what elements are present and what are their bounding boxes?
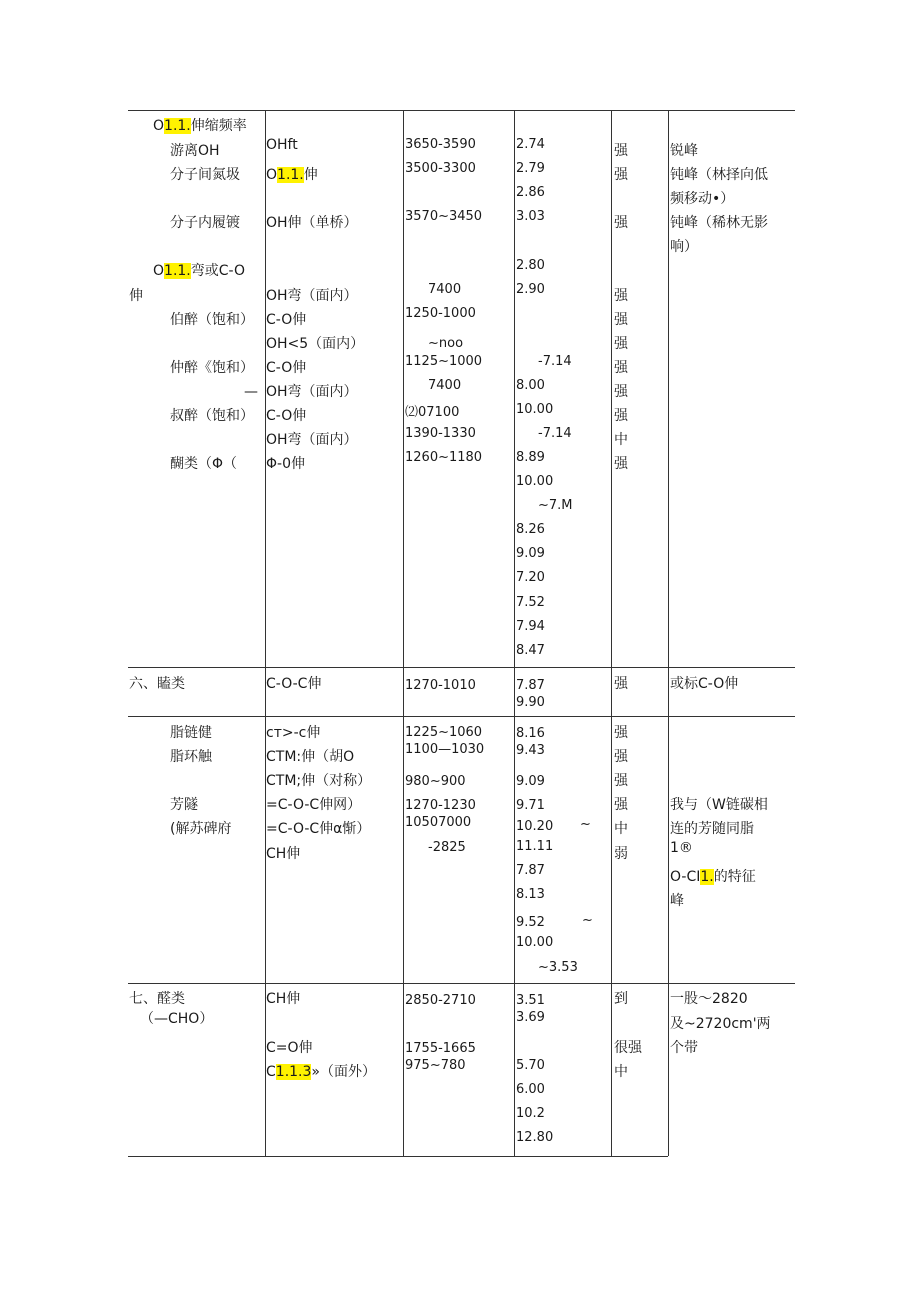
row-divider [128,716,795,717]
frequency-cell: 980~900 [405,774,466,789]
wavelength-cell: 10.00 [516,474,554,489]
vibration-cell: CH伸 [266,846,301,862]
remark-cell: 频移动•） [670,191,735,207]
remark-cell: 我与（W链碳相 [670,797,768,813]
intensity-cell: 弱 [614,846,628,862]
wavelength-cell: 10.00 [516,402,554,417]
wavelength-cell: 9.43 [516,743,545,758]
vibration-cell: OH伸（单桥） [266,215,358,231]
frequency-cell: ⑵07100 [405,405,460,420]
vibration-cell: C-O伸 [266,408,307,424]
vibration-cell [266,1063,376,1081]
wavelength-cell: 3.03 [516,209,545,224]
remark-cell: 钝峰（林择向低 [670,167,768,183]
remark-cell: 响） [670,239,698,255]
wavelength-cell: 7.87 [516,863,545,878]
tilde-mark: ~ [582,913,593,928]
intensity-cell: 强 [614,749,628,765]
wavelength-cell: 3.69 [516,1010,545,1025]
text: O [266,167,278,183]
frequency-cell: 3500-3300 [405,161,476,176]
frequency-cell: 1125~1000 [405,354,483,369]
vibration-cell: C-O-C伸 [266,676,322,692]
text: O-CI [670,869,701,885]
vibration-cell: CH伸 [266,991,301,1007]
wavelength-cell: 9.71 [516,798,545,813]
vibration-cell [266,166,318,184]
wavelength-cell: 8.47 [516,643,545,658]
column-divider [668,110,669,1156]
highlight: 1.1.3 [275,1064,312,1080]
frequency-cell: 7400 [428,378,462,393]
tilde-mark: ~ [580,817,591,832]
column-divider [403,110,404,1156]
wavelength-cell: 8.89 [516,450,545,465]
frequency-cell: -2825 [428,840,466,855]
highlight: 1.1. [277,167,304,183]
text: 伸 [303,167,318,183]
text: »（面外） [311,1064,376,1080]
intensity-cell: 强 [614,143,628,159]
highlight: 1.1. [164,118,191,134]
tertiary-alcohol-label: 叔醉（饱和） [170,408,254,424]
intermolecular-hbond-label: 分子间氮圾 [170,167,240,183]
wavelength-cell: 7.20 [516,570,545,585]
wavelength-cell: ~7.M [538,498,573,513]
wavelength-cell: 5.70 [516,1058,545,1073]
wavelength-cell: 10.2 [516,1106,545,1121]
frequency-cell: 1755-1665 [405,1041,476,1056]
wavelength-cell: 8.13 [516,887,545,902]
wavelength-cell: 10.20 [516,819,554,834]
frequency-cell: 1260~1180 [405,450,483,465]
intensity-cell: 强 [614,408,628,424]
text: 的特征 [713,869,756,885]
wavelength-cell: 2.74 [516,137,545,152]
vibration-cell: cт>-c伸 [266,725,321,741]
oh-stretch-frequency-heading [153,117,247,135]
intensity-cell: 强 [614,336,628,352]
row-divider [128,667,795,668]
vibration-cell: C=O伸 [266,1040,313,1056]
vibration-cell: OH<5（面内） [266,336,365,352]
vibration-cell: =C-O-C伸α惭） [266,821,371,837]
secondary-alcohol-label: 仲醉《饱和） [170,360,254,376]
frequency-cell: 1100—1030 [405,742,485,757]
intensity-cell: 很强 [614,1040,642,1056]
wavelength-cell: 8.16 [516,726,545,741]
vibration-cell: =C-O-C伸网） [266,797,362,813]
intensity-cell: 强 [614,167,628,183]
aromatic-ether-label: 芳隧 [170,797,198,813]
aliphatic-ether-label: 脂链健 [170,725,212,741]
wavelength-cell: ~3.53 [538,960,578,975]
text: 伸缩频率 [190,118,247,134]
frequency-cell: 2850-2710 [405,993,476,1008]
intensity-cell: 到 [614,991,628,1007]
intensity-cell: 强 [614,456,628,472]
text: 弯或C-O [190,263,245,279]
wavelength-cell: 7.94 [516,619,545,634]
wavelength-cell: -7.14 [538,354,572,369]
table-bottom-rule [128,1156,668,1157]
frequency-cell: 1270-1010 [405,678,476,693]
table-top-rule [128,110,795,111]
column-divider [611,110,612,1156]
wavelength-cell: 7.52 [516,595,545,610]
vibration-cell: OH弯（面内） [266,432,358,448]
intensity-cell: 强 [614,725,628,741]
aldehyde-section-label: 七、醛类 [129,991,185,1007]
wavelength-cell: 8.26 [516,522,545,537]
free-oh-label: 游离OH [170,143,220,159]
wavelength-cell: 9.09 [516,546,545,561]
wavelength-cell: 12.80 [516,1130,554,1145]
remark-cell: 或标C-O伸 [670,676,739,692]
wavelength-cell: 9.90 [516,695,545,710]
intensity-cell: 强 [614,773,628,789]
wavelength-cell: 6.00 [516,1082,545,1097]
intensity-cell: 强 [614,215,628,231]
intensity-cell: 中 [614,821,628,837]
intensity-cell: 强 [614,384,628,400]
wavelength-cell: 2.90 [516,282,545,297]
frequency-cell: 3570~3450 [405,209,483,224]
vibration-cell: CTM;伸（对称） [266,773,372,789]
aromatic-ether-sublabel: (解苏碑府 [170,821,232,837]
frequency-cell: 7400 [428,282,462,297]
wavelength-cell: 2.80 [516,258,545,273]
text: O [153,118,165,134]
remark-cell: 锐峰 [670,143,698,159]
aldehyde-section-sublabel: （—CHO） [140,1011,214,1027]
phenol-label: 醐类（Φ（ [170,456,238,472]
intramolecular-hbond-label: 分子内履镀 [170,215,240,231]
intensity-cell: 中 [614,432,628,448]
cyclic-ether-label: 脂环触 [170,749,212,765]
wavelength-cell: 2.79 [516,161,545,176]
wavelength-cell: 3.51 [516,993,545,1008]
ether-section-label: 六、瞌类 [129,676,185,692]
text: O [153,263,165,279]
highlight: 1. [700,869,714,885]
wavelength-cell: -7.14 [538,426,572,441]
stretch-label: 伸 [129,288,143,304]
vibration-cell: OHft [266,137,298,153]
highlight: 1.1. [164,263,191,279]
wavelength-cell: 9.52 [516,915,545,930]
column-divider [514,110,515,1156]
vibration-cell: Φ-0伸 [266,456,305,472]
intensity-cell: 强 [614,312,628,328]
dash-mark: — [244,384,258,400]
remark-cell: 钝峰（稀林无影 [670,215,768,231]
vibration-cell: OH弯（面内） [266,384,358,400]
oh-bend-heading [153,262,245,280]
remark-cell: 连的芳随同脂 [670,821,754,837]
remark-cell: 1® [670,840,693,856]
wavelength-cell: 11.11 [516,839,554,854]
wavelength-cell: 10.00 [516,935,554,950]
remark-cell: 及~2720cm'两 [670,1016,771,1032]
frequency-cell: 1270-1230 [405,798,476,813]
wavelength-cell: 2.86 [516,185,545,200]
intensity-cell: 强 [614,360,628,376]
remark-cell: 一股〜2820 [670,991,748,1007]
vibration-cell: CTM:伸（胡O [266,749,355,765]
frequency-cell: 10507000 [405,815,472,830]
vibration-cell: C-O伸 [266,360,307,376]
wavelength-cell: 8.00 [516,378,545,393]
frequency-cell: 3650-3590 [405,137,476,152]
text: C [266,1064,276,1080]
frequency-cell: 1250-1000 [405,306,476,321]
wavelength-cell: 7.87 [516,678,545,693]
intensity-cell: 强 [614,676,628,692]
wavelength-cell: 9.09 [516,774,545,789]
intensity-cell: 强 [614,797,628,813]
frequency-cell: ~noo [428,336,464,351]
primary-alcohol-label: 伯醉（饱和） [170,312,254,328]
remark-cell [670,868,756,886]
frequency-cell: 1225~1060 [405,725,483,740]
remark-cell: 峰 [670,893,684,909]
vibration-cell: OH弯（面内） [266,288,358,304]
remark-cell: 个带 [670,1040,698,1056]
intensity-cell: 中 [614,1064,628,1080]
vibration-cell: C-O伸 [266,312,307,328]
frequency-cell: 975~780 [405,1058,466,1073]
frequency-cell: 1390-1330 [405,426,476,441]
row-divider [128,983,795,984]
intensity-cell: 强 [614,288,628,304]
